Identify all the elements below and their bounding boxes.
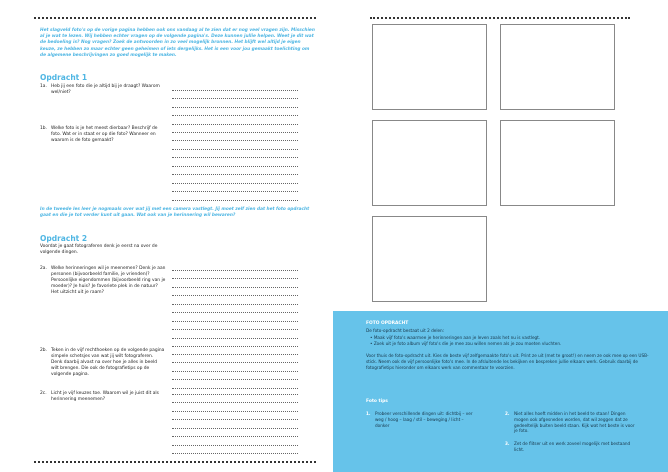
q2b-text: Teken in de vijf rechthoeken op de volgende pagina simpele schetsjes van wat jij wilt fotograferen. Denk daarbij alvast na over hoe je alles in beeld wilt brengen. Die ook de fotografietips op de volgende pagina.	[51, 348, 165, 377]
top-perforation-left	[34, 17, 316, 19]
tip-2-number: 2.	[505, 411, 510, 416]
tip-3-number: 3.	[505, 441, 510, 446]
q1b-answer-lines[interactable]	[172, 124, 298, 201]
top-perforation-right	[370, 17, 630, 19]
bullet-2-text: Zoek uit je foto album vijf foto's die je mee zou willen nemen als je zou moeten vluchten.	[373, 341, 562, 346]
bullet-1-text: Maak vijf foto's waarmee je herinneringen aan je leven zoals het nu is vastlegt.	[373, 335, 541, 340]
bottom-perforation-left	[34, 461, 316, 463]
panel-title: FOTO OPDRACHT	[366, 321, 409, 326]
q1b-number: 1b.	[40, 126, 47, 131]
tip-3-text: Zet de flitser uit en werk zoveel mogelijk met bestaand licht.	[514, 441, 631, 452]
q1a-number: 1a.	[40, 84, 47, 89]
q2b-answer-lines[interactable]	[172, 346, 298, 389]
photo-assignment-panel	[333, 311, 668, 472]
q2a-answer-lines[interactable]	[172, 262, 298, 347]
intro-text: Het slagveld foto's op de vorige pagina hebben ook ons vandaag al te zien dat er nog veel vragen zijn. Misschien al je wat te lezen. Wij hebben echter vragen op de volgende pagina's. Deze kunnen jullie helpen. Weet je dit wat de bedoeling is? Nog vragen? Zoek de antwoorden in zo veel mogelijk bronnen. Het blijft wel altijd je eigen keuze, ze hebben zo maar echter geen geheimen of iets dergelijks. Het is een voor jou gemaakt toelichting om de algemene beschrijvingen zo goed mogelijk te maken.	[40, 28, 315, 58]
panel-intro: De foto-opdracht bestaat uit 2 delen:	[366, 328, 445, 333]
sketch-frame-2[interactable]	[500, 24, 615, 110]
sketch-frame-4[interactable]	[500, 120, 615, 206]
panel-instructions: Voor thuis de foto-opdracht uit. Kies de beste vijf zelfgemaakte foto's uit. Print ze uit (met te groot!) en neem ze ook mee op een USB-stick. Neem ook de vijf persoonlijke foto's mee. In de afsluitende les bekijken en bespreken jullie elkaars werk. Gebruik daarbij de fotografietips hieronder om elkaars werk van commentaar te voorzien.	[366, 353, 649, 370]
sketch-frame-5[interactable]	[372, 216, 487, 302]
sketch-frame-1[interactable]	[372, 24, 487, 110]
q1a-answer-lines[interactable]	[172, 82, 298, 125]
sketch-frame-3[interactable]	[372, 120, 487, 206]
tip-1-number: 1.	[366, 411, 371, 416]
q1a-text: Heb jij een foto die je altijd bij je draagt? Waarom wel/niet?	[51, 84, 160, 95]
panel-bullet-2: • Zoek uit je foto album vijf foto's die je mee zou willen nemen als je zou moeten vluchten.	[370, 341, 562, 346]
q2c-answer-lines[interactable]	[172, 386, 298, 454]
q1b-text: Welke foto is je het meest dierbaar? Beschrijf de foto. Wat er in staat er op die foto? Wanneer en waarom is de foto gemaakt?	[51, 126, 158, 143]
section1-title: Opdracht 1	[40, 73, 88, 82]
q2a-text: Welke herinneringen wil je meenemen? Denk je aan personen (bijvoorbeeld familie, je vrienden)? Persoonlijke eigendommen (bijvoorbeeld ring van je moeder)? Je huis? Je favoriete plek in de natuur? Het uitzicht uit je raam?	[51, 266, 166, 295]
tip-2-text: Niet alles hoeft midden in het beeld te staan! Dingen mogen ook afgesneden worden, dat wil zeggen dat ze gedeeltelijk buiten beeld staan. Kijk wat het beste is voor je foto.	[514, 411, 635, 434]
tip-1-text: Probeer verschillende dingen uit: dichtbij – ver weg / hoog – laag / stil – beweging / licht – donker	[375, 411, 473, 428]
q2c-text: Licht je vijf keuzes toe. Waarom wil je juist dit als herinnering meenemen?	[51, 391, 159, 402]
mid-text: In de tweede les leer je nogmaals over wat jij met een camera vastlegt. Jij moet zelf zien dat het foto opdracht gaat en die je tot verder kunt uit gaan. Wat ook van je herinnering wil bewaren?	[40, 207, 310, 219]
q2b-number: 2b.	[40, 348, 47, 353]
q2c-number: 2c.	[40, 391, 47, 396]
section2-intro: Voordat je gaat fotograferen denk je eerst na over de volgende dingen.	[40, 244, 158, 255]
panel-bullet-1: • Maak vijf foto's waarmee je herinneringen aan je leven zoals het nu is vastlegt.	[370, 335, 541, 340]
tips-title: Foto tips	[366, 399, 388, 404]
section2-title: Opdracht 2	[40, 234, 88, 243]
q2a-number: 2a.	[40, 266, 47, 271]
